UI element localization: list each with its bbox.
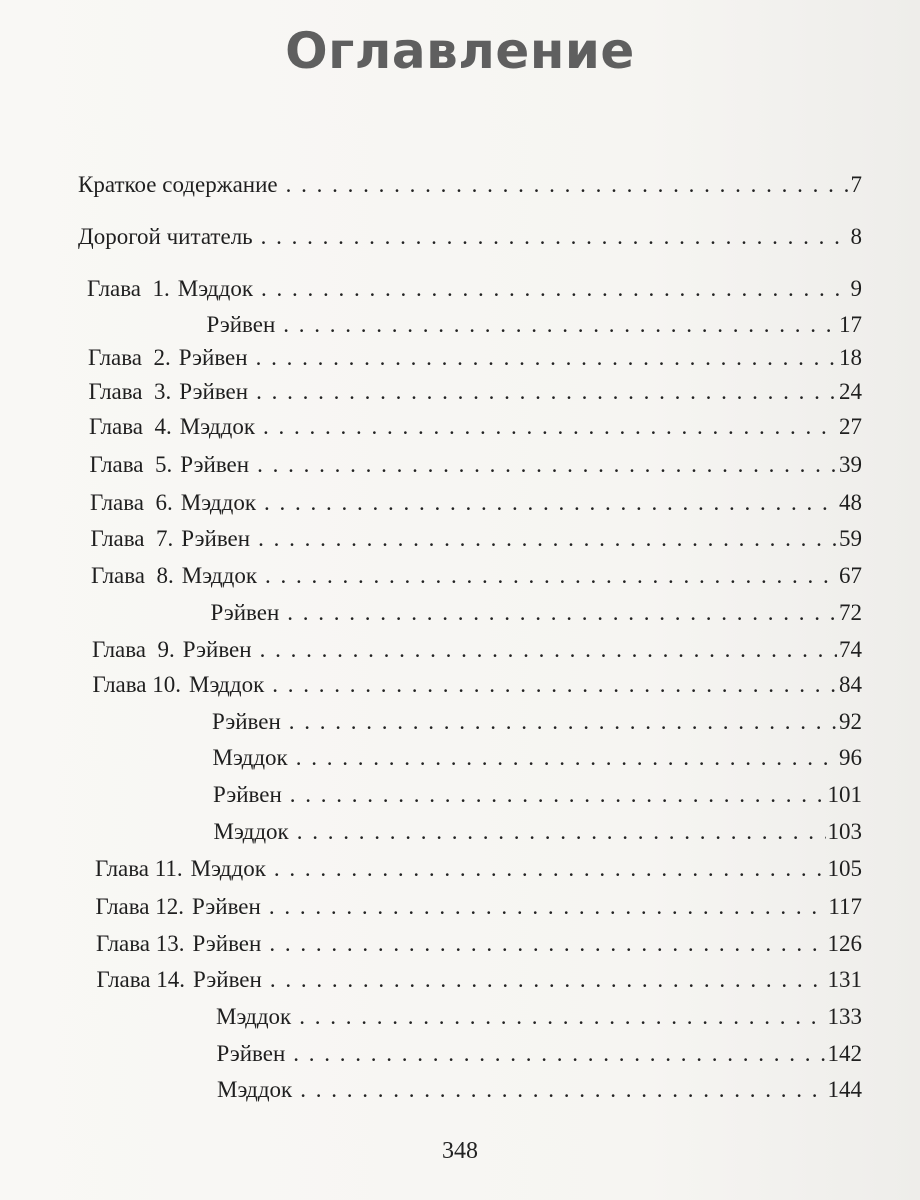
toc-entry: [216, 1000, 862, 1034]
toc-title: Мэддок: [180, 490, 256, 515]
toc-entry: [78, 220, 862, 254]
toc-entry: [91, 522, 863, 556]
toc-chapter: Глава 1.: [87, 276, 170, 301]
toc-leader: [285, 1037, 825, 1071]
toc-title: Краткое содержание: [78, 172, 278, 197]
toc-title: Мэддок: [190, 856, 266, 881]
toc-title: Рэйвен: [216, 1041, 286, 1066]
toc-title: Мэддок: [212, 745, 288, 770]
toc-title: Рэйвен: [179, 379, 249, 404]
toc-title: Рэйвен: [213, 782, 282, 807]
toc-page: 9: [850, 276, 862, 301]
toc-page: 7: [850, 172, 862, 197]
toc-title: Рэйвен: [193, 967, 262, 992]
toc-chapter: Глава 11.: [95, 856, 183, 881]
toc-title: Мэддок: [213, 819, 289, 844]
toc-leader: [249, 448, 837, 482]
toc-page: 48: [839, 490, 862, 515]
toc-page: 27: [839, 414, 862, 439]
toc-page: 72: [839, 600, 862, 625]
toc-title: Рэйвен: [182, 637, 252, 662]
toc-chapter: Глава 8.: [91, 563, 174, 588]
toc-leader: [253, 272, 849, 306]
toc-page: 8: [850, 224, 862, 249]
toc-chapter: Глава 2.: [88, 345, 171, 370]
toc-page: 101: [827, 782, 862, 807]
toc-title: Мэддок: [179, 414, 255, 439]
toc-title: Рэйвен: [192, 894, 261, 919]
toc-entry: [88, 341, 862, 375]
toc-entry: [78, 168, 862, 202]
toc-entry: [211, 596, 863, 630]
toc-entry: [91, 559, 862, 593]
toc-page: 126: [827, 931, 862, 956]
toc-leader: [275, 308, 837, 342]
toc-entry: [217, 1073, 862, 1107]
toc-title: Рэйвен: [210, 600, 280, 625]
toc-chapter: Глава 3.: [88, 379, 172, 404]
toc-page: 103: [827, 819, 862, 844]
toc-title: Рэйвен: [181, 526, 251, 551]
toc-leader: [257, 559, 837, 593]
toc-chapter: Глава 10.: [92, 672, 182, 697]
toc-leader: [266, 852, 826, 886]
toc-leader: [289, 815, 826, 849]
toc-page: 105: [827, 856, 862, 881]
toc-title: Мэддок: [177, 276, 253, 301]
toc-entry: [96, 890, 863, 924]
toc-chapter: Глава 12.: [95, 894, 185, 919]
toc-leader: [255, 410, 837, 444]
toc-leader: [252, 633, 837, 667]
toc-entry: [207, 308, 863, 342]
toc-title: Рэйвен: [206, 312, 276, 337]
toc-title: Рэйвен: [178, 345, 248, 370]
toc-entry: [92, 633, 862, 667]
toc-title: Дорогой читатель: [78, 224, 253, 249]
toc-leader: [256, 486, 837, 520]
toc-entry: [95, 852, 862, 886]
toc-leader: [262, 963, 826, 997]
toc-leader: [288, 741, 837, 775]
toc-entry: [214, 815, 863, 849]
toc-leader: [281, 705, 837, 739]
toc-entry: [217, 1037, 863, 1071]
toc-title: Мэддок: [181, 563, 257, 588]
toc-chapter: Глава 6.: [90, 490, 173, 515]
toc-leader: [291, 1000, 825, 1034]
toc-page: 67: [839, 563, 862, 588]
toc-entry: [87, 272, 862, 306]
toc-leader: [292, 1073, 825, 1107]
toc-entry: [93, 668, 863, 702]
toc-title: Мэддок: [216, 1004, 292, 1029]
toc-chapter: Глава 7.: [90, 526, 174, 551]
toc-entry: [90, 448, 863, 482]
toc-page: 131: [827, 967, 862, 992]
toc-page: 92: [839, 709, 862, 734]
toc-entry: [213, 741, 863, 775]
toc-title: Рэйвен: [212, 709, 281, 734]
page-title: Оглавление: [285, 22, 635, 80]
toc-page: 74: [839, 637, 862, 662]
toc-chapter: Глава 5.: [89, 452, 173, 477]
toc-page: 117: [828, 894, 862, 919]
toc-entry: [212, 705, 862, 739]
toc-leader: [264, 668, 837, 702]
toc-entry: [96, 927, 862, 961]
toc-page: 17: [839, 312, 862, 337]
toc-title: Рэйвен: [192, 931, 262, 956]
toc-page: 59: [839, 526, 862, 551]
page-number: 348: [442, 1138, 478, 1164]
toc-title: Мэддок: [217, 1077, 293, 1102]
toc-leader: [248, 341, 837, 375]
toc-leader: [250, 522, 837, 556]
toc-page: 39: [839, 452, 862, 477]
toc-leader: [282, 778, 826, 812]
toc-page: 133: [827, 1004, 862, 1029]
toc-leader: [248, 375, 837, 409]
toc-entry: [90, 486, 862, 520]
toc-title: Рэйвен: [180, 452, 250, 477]
toc-page: 18: [839, 345, 862, 370]
toc-page: 144: [827, 1077, 862, 1102]
toc-chapter: Глава 13.: [96, 931, 185, 956]
toc-leader: [261, 890, 827, 924]
toc-leader: [279, 596, 837, 630]
toc-entry: [213, 778, 862, 812]
toc-leader: [253, 220, 849, 254]
toc-entry: [89, 410, 862, 444]
toc-entry: [89, 375, 863, 409]
toc-leader: [261, 927, 825, 961]
toc-entry: [97, 963, 863, 997]
toc-chapter: Глава 9.: [92, 637, 175, 662]
toc-page: 96: [839, 745, 862, 770]
toc-page: 84: [839, 672, 862, 697]
toc-page: 24: [839, 379, 862, 404]
toc-page: 142: [827, 1041, 862, 1066]
toc-leader: [278, 168, 849, 202]
toc-chapter: Глава 14.: [96, 967, 186, 992]
toc-chapter: Глава 4.: [89, 414, 172, 439]
toc-title: Мэддок: [189, 672, 265, 697]
